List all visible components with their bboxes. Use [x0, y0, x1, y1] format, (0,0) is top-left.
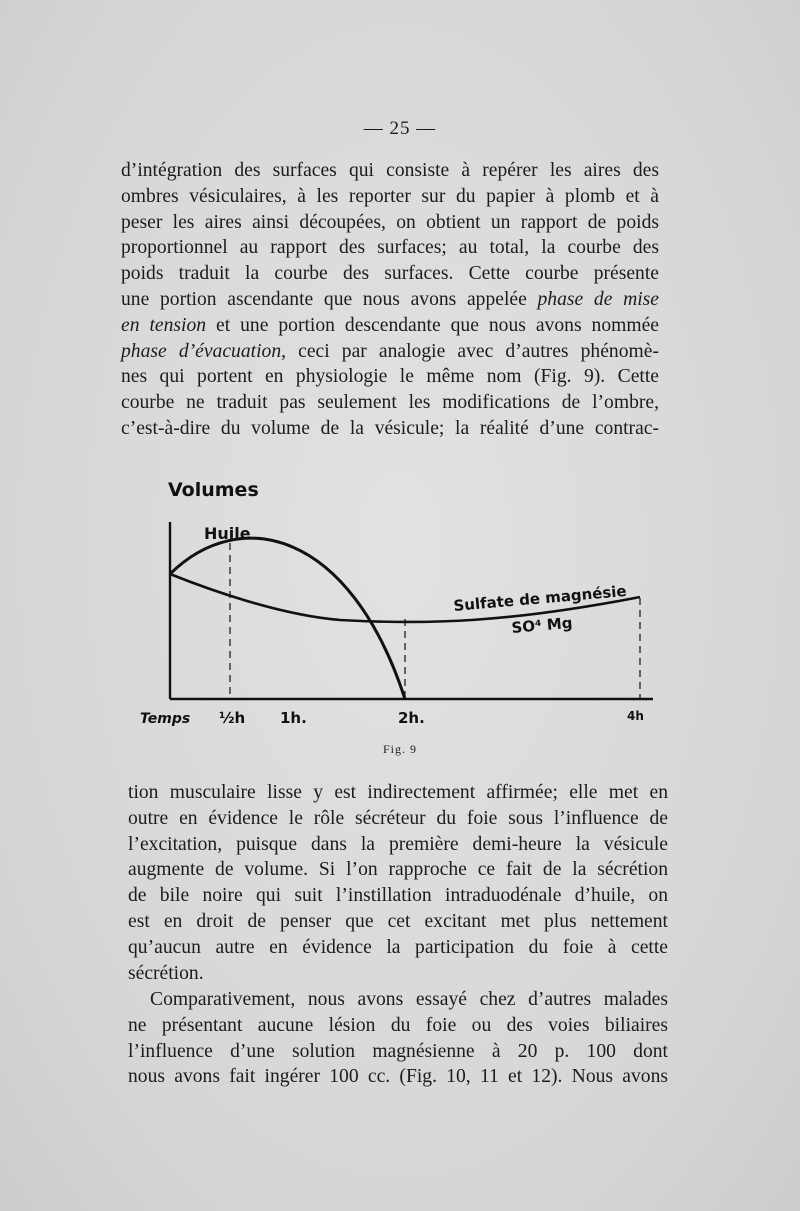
figure-9 — [130, 470, 670, 765]
paragraph-2 — [128, 780, 668, 986]
tick-label-two-hours: 2h. — [398, 709, 425, 727]
huile-label: Huile — [204, 524, 251, 543]
y-axis-label: Volumes — [168, 479, 259, 501]
text-line — [121, 313, 659, 339]
text-line: proportionnel au rapport des surfaces; au total, la courbe des — [121, 237, 659, 259]
text-line — [121, 287, 659, 313]
tick-label-four-hours: 4h — [627, 709, 644, 723]
italic-term: en tension — [121, 314, 207, 336]
tick-label-one-hour: 1h. — [280, 709, 307, 727]
text-line: qu’aucun autre en évidence la participation du foie à cette — [128, 936, 668, 958]
figure-plot — [130, 470, 670, 740]
huile-curve — [170, 538, 405, 699]
text-line: l’influence d’une solution magnésienne à 20 p. 100 dont — [128, 1040, 668, 1062]
paragraph-1 — [121, 158, 659, 442]
text-fragment: une portion ascendante que nous avons appelée — [121, 288, 538, 310]
text-line: poids traduit la courbe des surfaces. Cette courbe présente — [121, 263, 659, 285]
text-line: c’est-à-dire du volume de la vésicule; la réalité d’une contrac- — [121, 417, 659, 439]
text-line: l’excitation, puisque dans la première demi-heure la vésicule — [128, 833, 668, 855]
text-line: peser les aires ainsi découpées, on obtient un rapport de poids — [121, 211, 659, 233]
text-line: de bile noire qui suit l’instillation intraduodénale d’huile, on — [128, 885, 668, 907]
text-fragment: , ceci par analogie avec d’autres phénomè- — [281, 340, 659, 362]
text-line: est en droit de penser que cet excitant met plus nettement — [128, 910, 668, 932]
x-axis-label: Temps — [140, 711, 191, 727]
text-fragment: et une portion descendante que nous avons nommée — [206, 314, 659, 336]
figure-caption: Fig. 9 — [382, 742, 417, 756]
text-line — [121, 339, 659, 365]
tick-label-half-hour: ½h — [219, 709, 246, 727]
text-line: sécrétion. — [128, 962, 204, 984]
italic-term: phase de mise — [537, 288, 659, 310]
text-line: ombres vésiculaires, à les reporter sur du papier à plomb et à — [121, 185, 659, 207]
text-line: Comparativement, nous avons essayé chez d’autres malades — [150, 989, 668, 1010]
sulfate-label: Sulfate de magnésie — [452, 581, 628, 615]
formula-label: SO⁴ Mg — [510, 613, 574, 637]
text-line: augmente de volume. Si l’on rapproche ce fait de la sécrétion — [128, 859, 668, 881]
text-line: d’intégration des surfaces qui consiste à repérer les aires des — [121, 160, 659, 181]
text-line: nes qui portent en physiologie le même nom (Fig. 9). Cette — [121, 366, 659, 388]
page-number: — 25 — — [363, 118, 437, 139]
italic-term: phase d’évacuation — [121, 340, 282, 362]
text-line: outre en évidence le rôle sécréteur du foie sous l’influence de — [128, 807, 668, 829]
text-line: courbe ne traduit pas seulement les modifications de l’ombre, — [121, 392, 659, 414]
text-line: ne présentant aucune lésion du foie ou des voies biliaires — [128, 1014, 668, 1036]
text-line: tion musculaire lisse y est indirectement affirmée; elle met en — [128, 782, 668, 803]
text-line: nous avons fait ingérer 100 cc. (Fig. 10, 11 et 12). Nous avons — [128, 1066, 668, 1088]
paragraph-3 — [128, 987, 668, 1090]
